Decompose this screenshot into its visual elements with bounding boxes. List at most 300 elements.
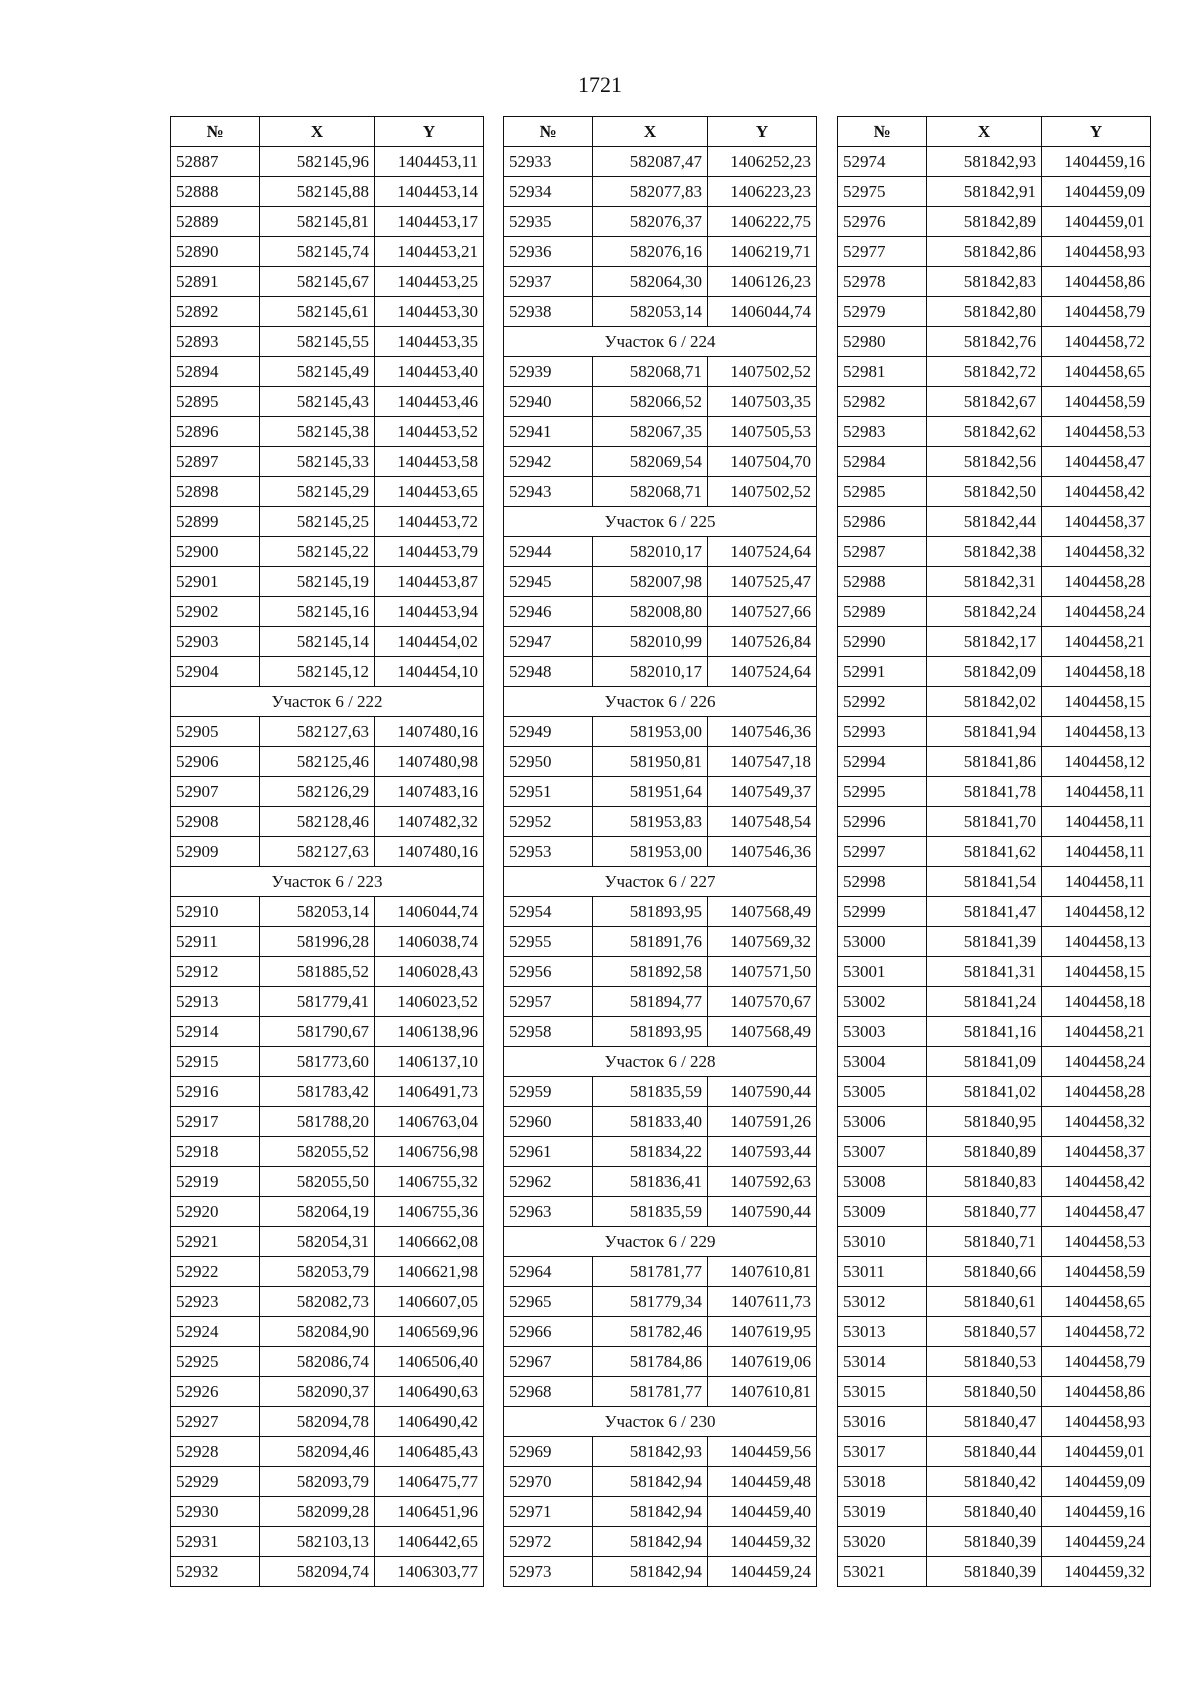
y-coordinate-cell: 1404458,21 [1042, 1017, 1151, 1047]
section-row [504, 1227, 817, 1257]
point-number-cell: 52907 [171, 777, 260, 807]
x-coordinate-cell: 582008,80 [593, 597, 708, 627]
y-coordinate-cell: 1406023,52 [375, 987, 484, 1017]
table-row [838, 867, 1151, 897]
x-coordinate-cell: 582126,29 [260, 777, 375, 807]
y-coordinate-cell: 1404459,16 [1042, 1497, 1151, 1527]
table-row [171, 1437, 484, 1467]
y-coordinate-cell: 1406044,74 [708, 297, 817, 327]
table-row [838, 837, 1151, 867]
x-coordinate-cell: 582090,37 [260, 1377, 375, 1407]
y-coordinate-cell: 1404458,86 [1042, 267, 1151, 297]
point-number-cell: 52949 [504, 717, 593, 747]
point-number-cell: 52939 [504, 357, 593, 387]
x-coordinate-cell: 581841,62 [927, 837, 1042, 867]
x-coordinate-cell: 581841,78 [927, 777, 1042, 807]
table-row [504, 267, 817, 297]
section-row [171, 867, 484, 897]
point-number-cell: 52984 [838, 447, 927, 477]
y-coordinate-cell: 1406506,40 [375, 1347, 484, 1377]
table-row [171, 507, 484, 537]
x-coordinate-cell: 581894,77 [593, 987, 708, 1017]
point-number-cell: 53006 [838, 1107, 927, 1137]
table-row [838, 957, 1151, 987]
y-coordinate-cell: 1407591,26 [708, 1107, 817, 1137]
point-number-cell: 52976 [838, 207, 927, 237]
point-number-cell: 52997 [838, 837, 927, 867]
table-row [838, 1527, 1151, 1557]
y-coordinate-cell: 1404459,24 [1042, 1527, 1151, 1557]
y-coordinate-cell: 1406138,96 [375, 1017, 484, 1047]
x-coordinate-cell: 581951,64 [593, 777, 708, 807]
point-number-cell: 52906 [171, 747, 260, 777]
point-number-cell: 52962 [504, 1167, 593, 1197]
x-coordinate-cell: 581840,71 [927, 1227, 1042, 1257]
y-coordinate-cell: 1404458,18 [1042, 657, 1151, 687]
table-row [171, 237, 484, 267]
y-coordinate-cell: 1404458,24 [1042, 1047, 1151, 1077]
table-row [504, 537, 817, 567]
y-coordinate-cell: 1407568,49 [708, 897, 817, 927]
x-coordinate-cell: 581842,56 [927, 447, 1042, 477]
table-row [838, 1377, 1151, 1407]
y-coordinate-cell: 1406569,96 [375, 1317, 484, 1347]
y-coordinate-cell: 1407502,52 [708, 477, 817, 507]
y-coordinate-cell: 1404458,42 [1042, 477, 1151, 507]
x-coordinate-cell: 581841,86 [927, 747, 1042, 777]
y-coordinate-cell: 1406028,43 [375, 957, 484, 987]
y-coordinate-cell: 1404458,15 [1042, 687, 1151, 717]
y-coordinate-cell: 1404453,79 [375, 537, 484, 567]
x-coordinate-cell: 582145,25 [260, 507, 375, 537]
point-number-cell: 53021 [838, 1557, 927, 1587]
table-row [504, 567, 817, 597]
coordinates-table-3 [837, 116, 1151, 1587]
table-row [171, 1497, 484, 1527]
x-coordinate-cell: 582010,99 [593, 627, 708, 657]
y-coordinate-cell: 1404458,59 [1042, 387, 1151, 417]
y-coordinate-cell: 1404459,16 [1042, 147, 1151, 177]
section-row [504, 687, 817, 717]
x-coordinate-cell: 581842,83 [927, 267, 1042, 297]
x-coordinate-cell: 581841,16 [927, 1017, 1042, 1047]
y-coordinate-cell: 1407610,81 [708, 1377, 817, 1407]
table-row [504, 1317, 817, 1347]
point-number-cell: 53018 [838, 1467, 927, 1497]
y-coordinate-cell: 1406607,05 [375, 1287, 484, 1317]
x-coordinate-cell: 581840,39 [927, 1557, 1042, 1587]
x-coordinate-cell: 581842,31 [927, 567, 1042, 597]
table-row [171, 147, 484, 177]
x-coordinate-cell: 582067,35 [593, 417, 708, 447]
table-row [171, 897, 484, 927]
header-y: Y [375, 117, 484, 147]
table-row [838, 1227, 1151, 1257]
x-coordinate-cell: 582068,71 [593, 477, 708, 507]
point-number-cell: 52938 [504, 297, 593, 327]
point-number-cell: 53019 [838, 1497, 927, 1527]
table-row [504, 657, 817, 687]
point-number-cell: 52948 [504, 657, 593, 687]
table-row [838, 777, 1151, 807]
y-coordinate-cell: 1404453,21 [375, 237, 484, 267]
y-coordinate-cell: 1407525,47 [708, 567, 817, 597]
x-coordinate-cell: 582145,12 [260, 657, 375, 687]
table-row [171, 1407, 484, 1437]
table-row [171, 1137, 484, 1167]
point-number-cell: 52924 [171, 1317, 260, 1347]
section-row [504, 1407, 817, 1437]
point-number-cell: 53013 [838, 1317, 927, 1347]
point-number-cell: 53008 [838, 1167, 927, 1197]
x-coordinate-cell: 581842,72 [927, 357, 1042, 387]
table-row [504, 177, 817, 207]
table-row [838, 1317, 1151, 1347]
table-row [838, 207, 1151, 237]
table-row [838, 237, 1151, 267]
point-number-cell: 52955 [504, 927, 593, 957]
table-row [504, 897, 817, 927]
section-row [504, 1047, 817, 1077]
table-row [171, 1257, 484, 1287]
table-row [838, 1257, 1151, 1287]
x-coordinate-cell: 582093,79 [260, 1467, 375, 1497]
x-coordinate-cell: 581840,89 [927, 1137, 1042, 1167]
point-number-cell: 52923 [171, 1287, 260, 1317]
point-number-cell: 52903 [171, 627, 260, 657]
table-row [838, 567, 1151, 597]
section-title-cell: Участок 6 / 225 [504, 507, 817, 537]
y-coordinate-cell: 1404458,65 [1042, 1287, 1151, 1317]
x-coordinate-cell: 582145,55 [260, 327, 375, 357]
table-row [838, 1107, 1151, 1137]
table-header-row [838, 117, 1151, 147]
section-title-cell: Участок 6 / 230 [504, 1407, 817, 1437]
point-number-cell: 52925 [171, 1347, 260, 1377]
y-coordinate-cell: 1407503,35 [708, 387, 817, 417]
y-coordinate-cell: 1404458,65 [1042, 357, 1151, 387]
x-coordinate-cell: 582076,16 [593, 237, 708, 267]
point-number-cell: 52933 [504, 147, 593, 177]
table-row [171, 777, 484, 807]
table-row [171, 717, 484, 747]
x-coordinate-cell: 582128,46 [260, 807, 375, 837]
x-coordinate-cell: 581953,00 [593, 717, 708, 747]
y-coordinate-cell: 1404454,02 [375, 627, 484, 657]
table-row [171, 747, 484, 777]
point-number-cell: 52900 [171, 537, 260, 567]
y-coordinate-cell: 1404458,72 [1042, 327, 1151, 357]
point-number-cell: 53015 [838, 1377, 927, 1407]
y-coordinate-cell: 1407568,49 [708, 1017, 817, 1047]
page-number: 1721 [578, 72, 622, 97]
point-number-cell: 53005 [838, 1077, 927, 1107]
table-row [504, 1347, 817, 1377]
y-coordinate-cell: 1404458,37 [1042, 507, 1151, 537]
point-number-cell: 52944 [504, 537, 593, 567]
x-coordinate-cell: 581841,94 [927, 717, 1042, 747]
table-row [171, 1287, 484, 1317]
table-row [504, 147, 817, 177]
section-title-cell: Участок 6 / 228 [504, 1047, 817, 1077]
x-coordinate-cell: 581842,24 [927, 597, 1042, 627]
point-number-cell: 52970 [504, 1467, 593, 1497]
point-number-cell: 53010 [838, 1227, 927, 1257]
point-number-cell: 52963 [504, 1197, 593, 1227]
table-row [838, 1047, 1151, 1077]
point-number-cell: 52961 [504, 1137, 593, 1167]
point-number-cell: 52951 [504, 777, 593, 807]
x-coordinate-cell: 581842,91 [927, 177, 1042, 207]
table-row [838, 267, 1151, 297]
point-number-cell: 52960 [504, 1107, 593, 1137]
point-number-cell: 53020 [838, 1527, 927, 1557]
table-row [838, 717, 1151, 747]
table-row [504, 1167, 817, 1197]
point-number-cell: 52973 [504, 1557, 593, 1587]
point-number-cell: 52918 [171, 1137, 260, 1167]
point-number-cell: 52915 [171, 1047, 260, 1077]
y-coordinate-cell: 1404453,58 [375, 447, 484, 477]
point-number-cell: 52919 [171, 1167, 260, 1197]
x-coordinate-cell: 581842,62 [927, 417, 1042, 447]
table-row [171, 447, 484, 477]
table-row [504, 957, 817, 987]
y-coordinate-cell: 1406451,96 [375, 1497, 484, 1527]
x-coordinate-cell: 582055,52 [260, 1137, 375, 1167]
point-number-cell: 52895 [171, 387, 260, 417]
x-coordinate-cell: 582084,90 [260, 1317, 375, 1347]
x-coordinate-cell: 581841,47 [927, 897, 1042, 927]
x-coordinate-cell: 581773,60 [260, 1047, 375, 1077]
table-row [504, 1557, 817, 1587]
y-coordinate-cell: 1406044,74 [375, 897, 484, 927]
x-coordinate-cell: 581841,31 [927, 957, 1042, 987]
point-number-cell: 52909 [171, 837, 260, 867]
x-coordinate-cell: 582064,19 [260, 1197, 375, 1227]
x-coordinate-cell: 581782,46 [593, 1317, 708, 1347]
y-coordinate-cell: 1407546,36 [708, 717, 817, 747]
y-coordinate-cell: 1404453,11 [375, 147, 484, 177]
y-coordinate-cell: 1407593,44 [708, 1137, 817, 1167]
x-coordinate-cell: 582125,46 [260, 747, 375, 777]
y-coordinate-cell: 1404453,17 [375, 207, 484, 237]
point-number-cell: 53007 [838, 1137, 927, 1167]
table-row [171, 627, 484, 657]
x-coordinate-cell: 581841,24 [927, 987, 1042, 1017]
x-coordinate-cell: 581840,77 [927, 1197, 1042, 1227]
table-row [838, 1197, 1151, 1227]
table-row [504, 1527, 817, 1557]
table-row [504, 807, 817, 837]
point-number-cell: 52927 [171, 1407, 260, 1437]
table-row [504, 1497, 817, 1527]
point-number-cell: 52958 [504, 1017, 593, 1047]
point-number-cell: 52985 [838, 477, 927, 507]
table-row [504, 1377, 817, 1407]
x-coordinate-cell: 581840,40 [927, 1497, 1042, 1527]
y-coordinate-cell: 1404453,14 [375, 177, 484, 207]
y-coordinate-cell: 1404458,42 [1042, 1167, 1151, 1197]
x-coordinate-cell: 581779,34 [593, 1287, 708, 1317]
x-coordinate-cell: 582099,28 [260, 1497, 375, 1527]
x-coordinate-cell: 581841,70 [927, 807, 1042, 837]
y-coordinate-cell: 1404458,24 [1042, 597, 1151, 627]
table-row [171, 1167, 484, 1197]
point-number-cell: 52929 [171, 1467, 260, 1497]
x-coordinate-cell: 582127,63 [260, 837, 375, 867]
table-row [504, 387, 817, 417]
x-coordinate-cell: 581835,59 [593, 1077, 708, 1107]
point-number-cell: 52959 [504, 1077, 593, 1107]
x-coordinate-cell: 581840,66 [927, 1257, 1042, 1287]
table-row [504, 447, 817, 477]
x-coordinate-cell: 582145,61 [260, 297, 375, 327]
point-number-cell: 52967 [504, 1347, 593, 1377]
y-coordinate-cell: 1404458,11 [1042, 837, 1151, 867]
x-coordinate-cell: 581842,89 [927, 207, 1042, 237]
x-coordinate-cell: 581840,42 [927, 1467, 1042, 1497]
y-coordinate-cell: 1404459,48 [708, 1467, 817, 1497]
section-title-cell: Участок 6 / 229 [504, 1227, 817, 1257]
point-number-cell: 52912 [171, 957, 260, 987]
point-number-cell: 52965 [504, 1287, 593, 1317]
y-coordinate-cell: 1407524,64 [708, 657, 817, 687]
table-row [504, 717, 817, 747]
y-coordinate-cell: 1404458,28 [1042, 567, 1151, 597]
y-coordinate-cell: 1406475,77 [375, 1467, 484, 1497]
table-row [838, 987, 1151, 1017]
point-number-cell: 52975 [838, 177, 927, 207]
x-coordinate-cell: 582010,17 [593, 537, 708, 567]
x-coordinate-cell: 581784,86 [593, 1347, 708, 1377]
y-coordinate-cell: 1404458,93 [1042, 1407, 1151, 1437]
x-coordinate-cell: 581842,94 [593, 1467, 708, 1497]
x-coordinate-cell: 582103,13 [260, 1527, 375, 1557]
x-coordinate-cell: 582145,33 [260, 447, 375, 477]
table-row [838, 1437, 1151, 1467]
y-coordinate-cell: 1406303,77 [375, 1557, 484, 1587]
x-coordinate-cell: 581781,77 [593, 1257, 708, 1287]
point-number-cell: 52988 [838, 567, 927, 597]
point-number-cell: 52996 [838, 807, 927, 837]
y-coordinate-cell: 1406223,23 [708, 177, 817, 207]
y-coordinate-cell: 1404453,87 [375, 567, 484, 597]
x-coordinate-cell: 581950,81 [593, 747, 708, 777]
table-row [504, 207, 817, 237]
y-coordinate-cell: 1404458,11 [1042, 807, 1151, 837]
point-number-cell: 52980 [838, 327, 927, 357]
x-coordinate-cell: 581781,77 [593, 1377, 708, 1407]
table-row [171, 957, 484, 987]
x-coordinate-cell: 581840,57 [927, 1317, 1042, 1347]
x-coordinate-cell: 581840,44 [927, 1437, 1042, 1467]
section-row [171, 687, 484, 717]
point-number-cell: 52928 [171, 1437, 260, 1467]
y-coordinate-cell: 1406126,23 [708, 267, 817, 297]
y-coordinate-cell: 1407590,44 [708, 1197, 817, 1227]
point-number-cell: 52993 [838, 717, 927, 747]
x-coordinate-cell: 582066,52 [593, 387, 708, 417]
table-row [171, 297, 484, 327]
point-number-cell: 52894 [171, 357, 260, 387]
point-number-cell: 52913 [171, 987, 260, 1017]
y-coordinate-cell: 1404458,86 [1042, 1377, 1151, 1407]
table-row [504, 987, 817, 1017]
x-coordinate-cell: 581842,17 [927, 627, 1042, 657]
point-number-cell: 52917 [171, 1107, 260, 1137]
x-coordinate-cell: 581840,50 [927, 1377, 1042, 1407]
x-coordinate-cell: 581835,59 [593, 1197, 708, 1227]
point-number-cell: 52971 [504, 1497, 593, 1527]
y-coordinate-cell: 1406219,71 [708, 237, 817, 267]
table-row [171, 1227, 484, 1257]
y-coordinate-cell: 1404459,01 [1042, 207, 1151, 237]
point-number-cell: 52942 [504, 447, 593, 477]
y-coordinate-cell: 1407483,16 [375, 777, 484, 807]
x-coordinate-cell: 581842,44 [927, 507, 1042, 537]
point-number-cell: 52930 [171, 1497, 260, 1527]
y-coordinate-cell: 1407504,70 [708, 447, 817, 477]
point-number-cell: 52987 [838, 537, 927, 567]
table-row [504, 1107, 817, 1137]
x-coordinate-cell: 582053,79 [260, 1257, 375, 1287]
y-coordinate-cell: 1406490,63 [375, 1377, 484, 1407]
table-row [504, 1467, 817, 1497]
point-number-cell: 52986 [838, 507, 927, 537]
point-number-cell: 53001 [838, 957, 927, 987]
point-number-cell: 53000 [838, 927, 927, 957]
point-number-cell: 52908 [171, 807, 260, 837]
header-y: Y [708, 117, 817, 147]
x-coordinate-cell: 582082,73 [260, 1287, 375, 1317]
table-row [171, 1347, 484, 1377]
section-title-cell: Участок 6 / 223 [171, 867, 484, 897]
x-coordinate-cell: 582145,81 [260, 207, 375, 237]
y-coordinate-cell: 1407502,52 [708, 357, 817, 387]
x-coordinate-cell: 582076,37 [593, 207, 708, 237]
x-coordinate-cell: 581788,20 [260, 1107, 375, 1137]
y-coordinate-cell: 1404459,56 [708, 1437, 817, 1467]
table-row [171, 597, 484, 627]
table-row [504, 837, 817, 867]
y-coordinate-cell: 1407524,64 [708, 537, 817, 567]
y-coordinate-cell: 1407611,73 [708, 1287, 817, 1317]
x-coordinate-cell: 582055,50 [260, 1167, 375, 1197]
table-row [838, 657, 1151, 687]
y-coordinate-cell: 1404453,52 [375, 417, 484, 447]
x-coordinate-cell: 582086,74 [260, 1347, 375, 1377]
y-coordinate-cell: 1406763,04 [375, 1107, 484, 1137]
table-row [171, 1017, 484, 1047]
point-number-cell: 52969 [504, 1437, 593, 1467]
point-number-cell: 52964 [504, 1257, 593, 1287]
table-row [838, 147, 1151, 177]
x-coordinate-cell: 582069,54 [593, 447, 708, 477]
y-coordinate-cell: 1407546,36 [708, 837, 817, 867]
table-row [171, 327, 484, 357]
x-coordinate-cell: 582053,14 [260, 897, 375, 927]
point-number-cell: 53017 [838, 1437, 927, 1467]
table-row [838, 1167, 1151, 1197]
x-coordinate-cell: 581840,47 [927, 1407, 1042, 1437]
point-number-cell: 52966 [504, 1317, 593, 1347]
y-coordinate-cell: 1404458,21 [1042, 627, 1151, 657]
point-number-cell: 52902 [171, 597, 260, 627]
table-row [171, 927, 484, 957]
x-coordinate-cell: 582145,67 [260, 267, 375, 297]
y-coordinate-cell: 1404453,94 [375, 597, 484, 627]
